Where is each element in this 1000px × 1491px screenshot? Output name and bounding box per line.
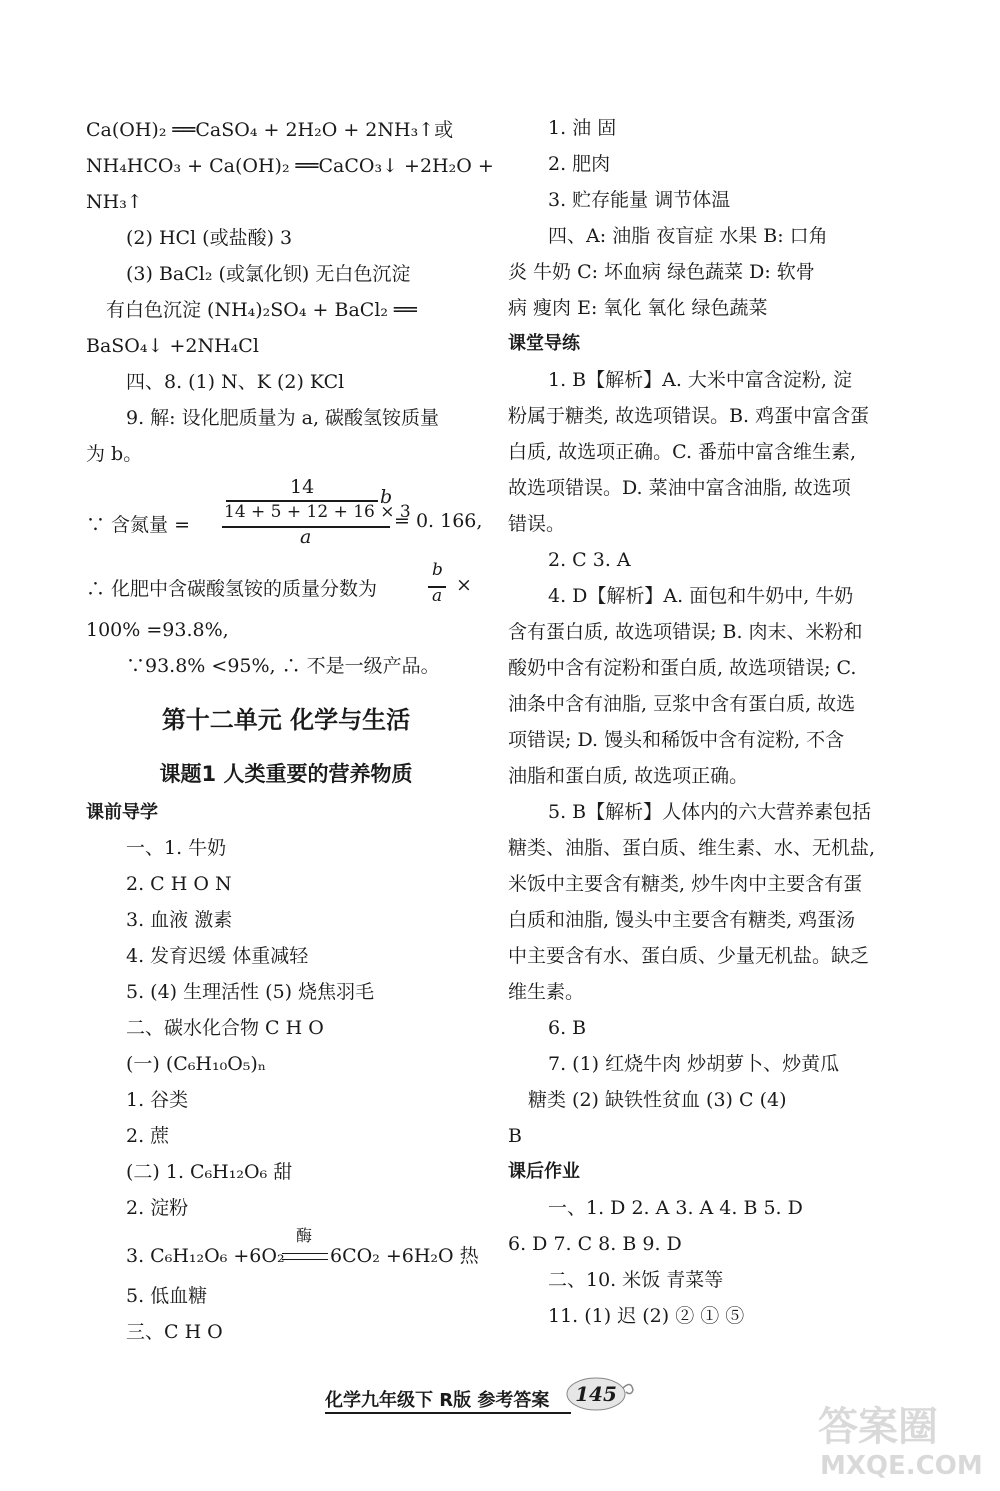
text-line: 6. D 7. C 8. B 9. D [508,1233,682,1255]
section-label: 课后作业 [508,1161,580,1182]
text-line: 4. 发育迟缓 体重减轻 [126,945,309,967]
inner-numerator: 14 [290,476,315,498]
text-line: 3. 贮存能量 调节体温 [548,189,731,211]
text-line: 粉属于糖类, 故选项错误。B. 鸡蛋中富含蛋 [508,405,870,427]
footer-label: 化学九年级下 R版 参考答案 [325,1390,550,1411]
reaction-condition: 酶 [296,1226,313,1245]
text-line: 5. (4) 生理活性 (5) 烧焦羽毛 [126,981,375,1003]
reaction-equation [86,1226,486,1278]
text-line: NH₃↑ [86,191,143,213]
text-line: 二、10. 米饭 青菜等 [548,1269,724,1291]
text-line: BaSO₄↓ +2NH₄Cl [86,335,259,357]
reaction-left: 3. C₆H₁₂O₆ +6O₂ [126,1245,285,1267]
text-line: 为 b。 [86,443,143,465]
section-label: 课堂导练 [508,333,580,354]
text-line: 一、1. D 2. A 3. A 4. B 5. D [548,1197,803,1219]
text-line: Ca(OH)₂ ══CaSO₄ + 2H₂O + 2NH₃↑或 [86,119,454,141]
inner-denominator: 14 + 5 + 12 + 16 × 3 [224,502,411,522]
text-line: 中主要含有水、蛋白质、少量无机盐。缺乏 [508,945,870,967]
text-line: 炎 牛奶 C: 坏血病 绿色蔬菜 D: 软骨 [508,261,815,283]
text-line: 一、1. 牛奶 [126,837,227,859]
page-number-badge [565,1374,635,1414]
mass-fraction-line [86,560,486,606]
text-line: 项错误; D. 馒头和稀饭中含有淀粉, 不含 [508,729,845,751]
text-line: 2. C H O N [126,873,232,895]
watermark-line2: MXQE.COM [820,1451,983,1481]
text-line: 糖类、油脂、蛋白质、维生素、水、无机盐, [508,837,876,859]
text-line: 7. (1) 红烧牛肉 炒胡萝卜、炒黄瓜 [548,1053,840,1075]
text-line: 酸奶中含有淀粉和蛋白质, 故选项错误; C. [508,657,857,679]
text-line: 米饭中主要含有糖类, 炒牛肉中主要含有蛋 [508,873,863,895]
text-line: 有白色沉淀 (NH₄)₂SO₄ + BaCl₂ ══ [106,299,417,321]
text-line: (一) (C₆H₁₀O₅)ₙ [126,1053,267,1075]
text-line: 2. 肥肉 [548,153,611,175]
text-line: (二) 1. C₆H₁₂O₆ 甜 [126,1161,293,1183]
inner-factor: b [380,486,393,508]
text-line: 5. 低血糖 [126,1285,208,1307]
text-line: 4. D【解析】A. 面包和牛奶中, 牛奶 [548,585,854,607]
text-line: (2) HCl (或盐酸) 3 [126,227,293,249]
section-label: 课前导学 [86,802,158,823]
text-line: 2. 蔗 [126,1125,170,1147]
text-line: 2. C 3. A [548,549,631,571]
reaction-arrow [282,1253,328,1260]
text-line: 故选项错误。D. 菜油中富含油脂, 故选项 [508,477,851,499]
text-line: 1. 油 固 [548,117,617,139]
left-column-mid [86,612,486,684]
text-line: 白质和油脂, 馒头中主要含有糖类, 鸡蛋汤 [508,909,856,931]
page-footer [325,1370,765,1420]
text-line: (3) BaCl₂ (或氯化钡) 无白色沉淀 [126,263,411,285]
left-column-bottom [86,796,486,1350]
text-line: 四、A: 油脂 夜盲症 水果 B: 口角 [548,225,828,247]
outer-denominator: a [300,526,312,548]
unit-title: 第十二单元 化学与生活 [161,706,411,734]
mass-fraction-prefix: ∴ 化肥中含碳酸氢铵的质量分数为 [86,578,378,600]
text-line: ∵93.8% <95%, ∴ 不是一级产品。 [126,655,440,677]
watermark-line1: 答案圈 [818,1404,938,1450]
watermark-logo [810,1395,1000,1491]
text-line: 错误。 [508,513,566,535]
fraction-prefix: ∵ 含氮量 = [86,514,190,536]
text-line: 四、8. (1) N、K (2) KCl [126,371,345,393]
text-line: 3. 血液 激素 [126,909,233,931]
left-column [86,112,494,472]
text-line: 6. B [548,1017,587,1039]
text-line: 维生素。 [508,981,585,1003]
lesson-title: 课题1 人类重要的营养物质 [159,762,413,786]
mass-fraction-denominator: a [432,586,443,606]
text-line: 二、碳水化合物 C H O [126,1017,324,1039]
text-line: 5. B【解析】人体内的六大营养素包括 [548,801,872,823]
text-line: 三、C H O [126,1321,223,1343]
mass-fraction-suffix: × [456,574,472,596]
text-line: B [508,1125,522,1147]
text-line: 白质, 故选项正确。C. 番茄中富含维生素, [508,441,857,463]
text-line: 11. (1) 迟 (2) ② ① ⑤ [548,1305,745,1327]
text-line: 100% =93.8%, [86,619,229,641]
text-line: 1. B【解析】A. 大米中富含淀粉, 淀 [548,369,853,391]
text-line: 含有蛋白质, 故选项错误; B. 肉末、米粉和 [508,621,863,643]
text-line: 油脂和蛋白质, 故选项正确。 [508,765,749,787]
reaction-right: 6CO₂ +6H₂O 热 [330,1245,479,1267]
text-line: 9. 解: 设化肥质量为 a, 碳酸氢铵质量 [126,407,440,429]
page-number: 145 [575,1382,617,1406]
right-column [508,110,908,1334]
text-line: NH₄HCO₃ + Ca(OH)₂ ══CaCO₃↓ +2H₂O + [86,155,494,177]
text-line: 病 瘦肉 E: 氧化 氧化 绿色蔬菜 [508,297,768,319]
nitrogen-content-formula [86,476,486,546]
mass-fraction-numerator: b [432,560,443,580]
fraction-suffix: = 0. 166, [394,510,483,532]
text-line: 2. 淀粉 [126,1197,189,1219]
text-line: 糖类 (2) 缺铁性贫血 (3) C (4) [528,1089,787,1111]
text-line: 1. 谷类 [126,1089,189,1111]
text-line: 油条中含有油脂, 豆浆中含有蛋白质, 故选 [508,693,856,715]
footer-underline [325,1412,571,1414]
